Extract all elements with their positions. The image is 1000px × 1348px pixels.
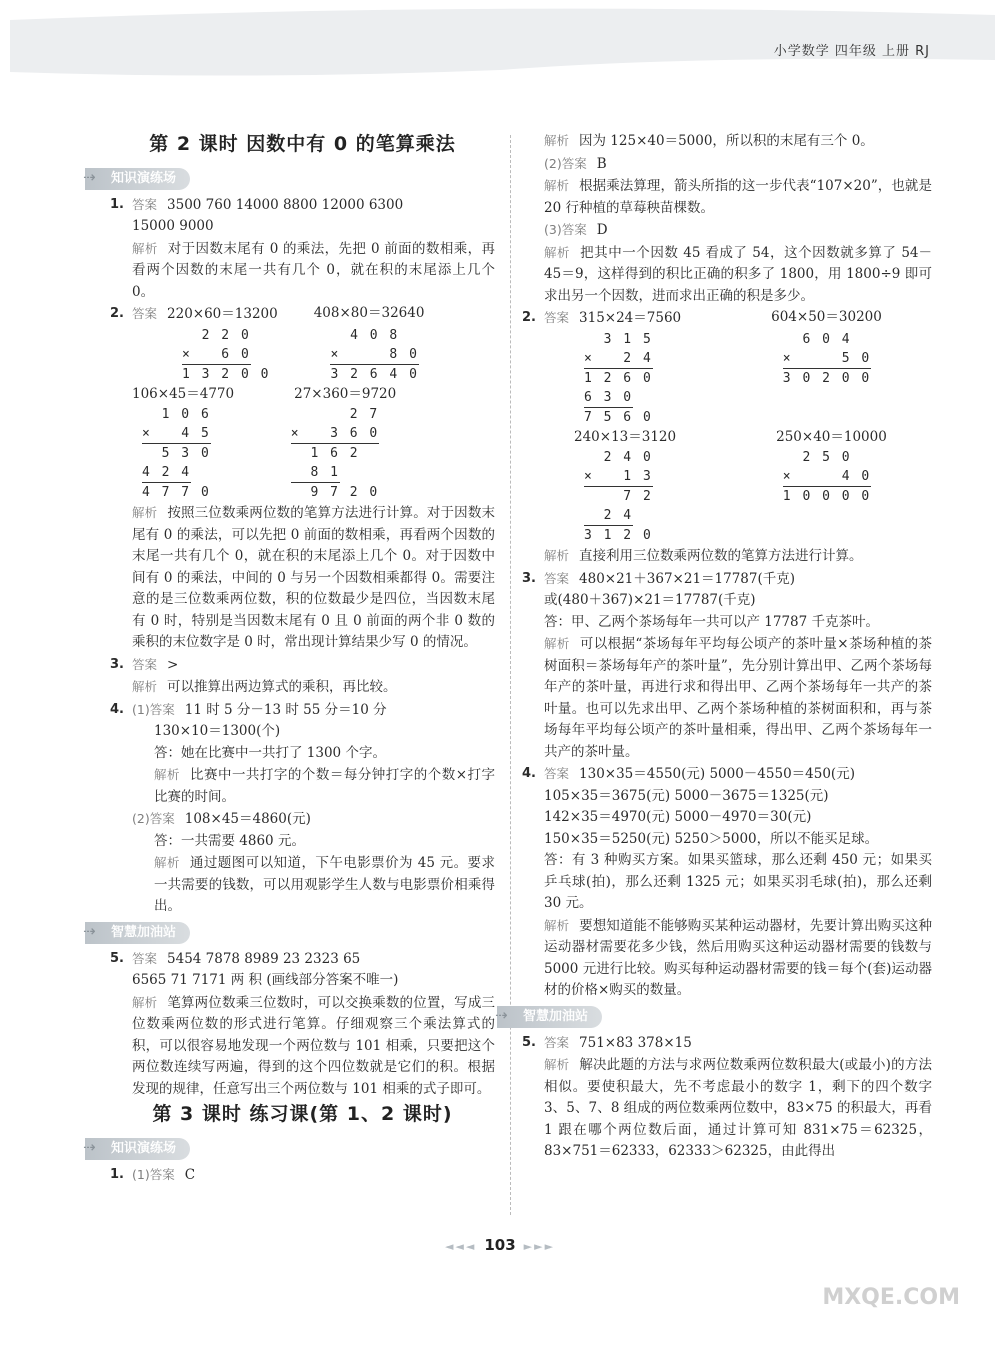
vertical-calc: 2 7 × 3 6 0 1 6 2 8 1 9 7 2 0 [290,407,380,500]
vertical-calc: 2 4 0 × 1 3 7 2 2 4 3 1 2 0 [584,450,653,543]
section-banner: ⇢ 知识演练场 [85,168,190,190]
lesson-title-3: 第 3 课时 练习课(第 1、2 课时) [152,1103,453,1125]
page-header [0,0,1000,80]
vertical-calc: 4 0 8 × 8 0 3 2 6 4 0 [330,327,419,382]
answer-1-3: (3)答案 D [544,222,608,238]
answer-1-2: (2)答案 B [544,155,607,172]
arrow-icon: ⇢ [83,167,96,186]
question-1: 1. 答案 3500 760 14000 8800 12000 6300 15000 9000 解析 对于因数末尾有 0 的乘法，先把 0 前面的数相乘，再看两个因数的末尾一共有几个 0，就在积的末尾添上几个 0。 [110,196,495,300]
analysis-1-2: 解析 根据乘法算理，箭头所指的这一步代表“107×20”，也就是 20 行种植的草莓秧苗棵数。 [544,178,932,216]
vertical-calc: 1 0 6 × 4 5 5 3 0 4 2 4 4 7 7 0 [142,407,211,500]
question-4-right: 4. 答案 130×35＝4550(元) 5000－4550＝450(元) 105×35＝3675(元) 5000－3675＝1325(元) 142×35＝4970(元) 5000－4970＝30(元) 150×35＝5250(元) 5250＞5000，所以不能买足球。 答：有 3 种购买方案。如果买篮球，那么还剩 450 元；如果买乒乓球(拍)，那么还剩 1325 元；如果买羽毛球(拍)，那么还剩 30 元。 解析 要想知道能不能够购买某种运动器材，先要计算出购买这种运动器材需要花多少钱，然后用购买这种运动器材需要的钱数与 5000 元进行比较。购买每种运动器材需要的钱＝每个(套)运动器材的价格×购买的数量。 [522,766,932,998]
section-banner: ⇢ 知识演练场 [85,1138,190,1160]
watermark: MXQE.COM [822,1285,960,1310]
column-divider [510,135,511,1215]
question-3-right: 3. 答案 480×21＋367×21＝17787(千克) 或(480＋367)×21＝17787(千克) 答：甲、乙两个茶场每年一共可以产 17787 千克茶叶。 解析 可以根据“茶场每年平均每公顷产的茶叶量×茶场种植的茶树面积＝茶场每年产的茶叶量”，先分别计算出甲、乙两个茶场每年产的茶叶量，再进行求和得出甲、乙两个茶场每年一共产的茶叶量。也可以先求出甲、乙两个茶场种植的茶树面积和，再与茶场每年平均每公顷产的茶叶量相乘，得出甲、乙两个茶场每年一共产的茶叶量。 [522,570,932,760]
lesson-title-2: 第 2 课时 因数中有 0 的笔算乘法 [149,133,456,155]
analysis-1-1: 解析 因为 125×40＝5000，所以积的末尾有三个 0。 [544,133,874,149]
left-column [83,130,495,1186]
question-5: 5. 答案 5454 7878 8989 23 2323 65 6565 71 7171 两 积 (画线部分答案不唯一) 解析 笔算两位数乘三位数时，可以交换乘数的位置，写成三位数乘两位数的形式进行笔算。仔细观察三个乘法算式的积，可以很容易地发现一个两位数与 101 相乘，只要把这个两位数连续写两遍，得到的这个四位数就是它们的积。根据发现的规律，任意写出三个两位数与 101 相乘的式子即可。 [110,950,495,1097]
section-banner: ⇢ 智慧加油站 [85,922,190,944]
arrows-right-icon: ►►► [523,1240,556,1253]
vertical-calc: 2 5 0 × 4 0 1 0 0 0 0 [782,450,872,504]
question-5-right: 5. 答案 751×83 378×15 解析 解决此题的方法与求两位数乘两位数积最大(或最小)的方法相似。要使积最大，先不考虑最小的数字 1，剩下的四个数字 3、5、7、8 组成的两位数乘两位数中，83×75 的积最大，再看 1 跟在哪个两位数后面，通过计算可知 831×75＝62325，83×751＝62333，62333＞62325，由此得出 [522,1034,932,1159]
question-2: 2. 答案 220×60＝13200 408×80＝32640 2 2 0 × 6 0 1 3 2 0 0 4 0 8 × 8 0 3 2 6 4 0 106×45＝4770 27×360＝9720 1 0 6 × 4 5 5 3 0 4 2 4 4 7 7 0 2 7 × 3 6 0 1 6 2 8 1 9 7 2 0 解析 按照三位数乘两位数的笔算方法进行计算。对于因数末尾有 0 的乘法，可以先把 0 前面的数相乘，再看两个因数的末尾一共有几个 0，就在积的末尾添上几个 0。对于因数中间有 0 的乘法，中间的 0 与另一个因数相乘都得 0。需要注意的是三位数乘两位数，积的位数最少是四位，当因数末尾有 0 时，特别是当因数末尾有 0 且 0 前面的两个非 0 数的乘积的末位数字是 0 时，常出现计算结果少写 0 的情况。 [110,305,495,650]
arrow-icon: ⇢ [495,1005,508,1024]
right-column [495,130,932,1163]
question-2-right: 2. 答案 315×24＝7560 604×50＝30200 3 1 5 × 2 4 1 2 6 0 6 3 0 7 5 6 0 6 0 4 × 5 0 3 0 2 0 0 240×13＝3120 250×40＝10000 2 4 0 × 1 3 7 2 2 4 3 1 2 0 2 5 0 × 4 0 1 0 0 0 0 解析 直接利用三位数乘两位数的笔算方法进行计算。 [522,309,887,564]
page-number: ◄◄◄ 103 ►►► [444,1236,556,1254]
question-3: 3. 答案 > 解析 可以推算出两边算式的乘积，再比较。 [110,656,397,695]
section-banner: ⇢ 智慧加油站 [497,1006,602,1028]
header-subject: 小学数学 四年级 上册 RJ [773,44,930,59]
arrows-left-icon: ◄◄◄ [444,1240,477,1253]
question-1-lesson3: 1. (1)答案 C [110,1166,196,1183]
arrow-icon: ⇢ [83,1137,96,1156]
vertical-calc: 2 2 0 × 6 0 1 3 2 0 0 [182,327,271,382]
vertical-calc: 6 0 4 × 5 0 3 0 2 0 0 [782,331,872,386]
question-4: 4. (1)答案 11 时 5 分－13 时 55 分＝10 分 130×10＝1300(个) 答：她在比赛中一共打了 1300 个字。 解析 比赛中一共打字的个数＝每分钟打字的个数×打字比赛的时间。 (2)答案 108×45＝4860(元) 答：一共需要 4860 元。 解析 通过题图可以知道，下午电影票价为 45 元。要求一共需要的钱数，可以用观影学生人数与电影票价相乘得出。 [110,701,495,914]
analysis-1-3: 解析 把其中一个因数 45 看成了 54，这个因数就多算了 54－45＝9，这样得到的积比正确的积多了 1800，用 1800÷9 即可求出另一个因数，进而求出正确的积是多少。 [544,244,932,304]
vertical-calc: 3 1 5 × 2 4 1 2 6 0 6 3 0 7 5 6 0 [584,331,653,425]
arrow-icon: ⇢ [83,921,96,940]
